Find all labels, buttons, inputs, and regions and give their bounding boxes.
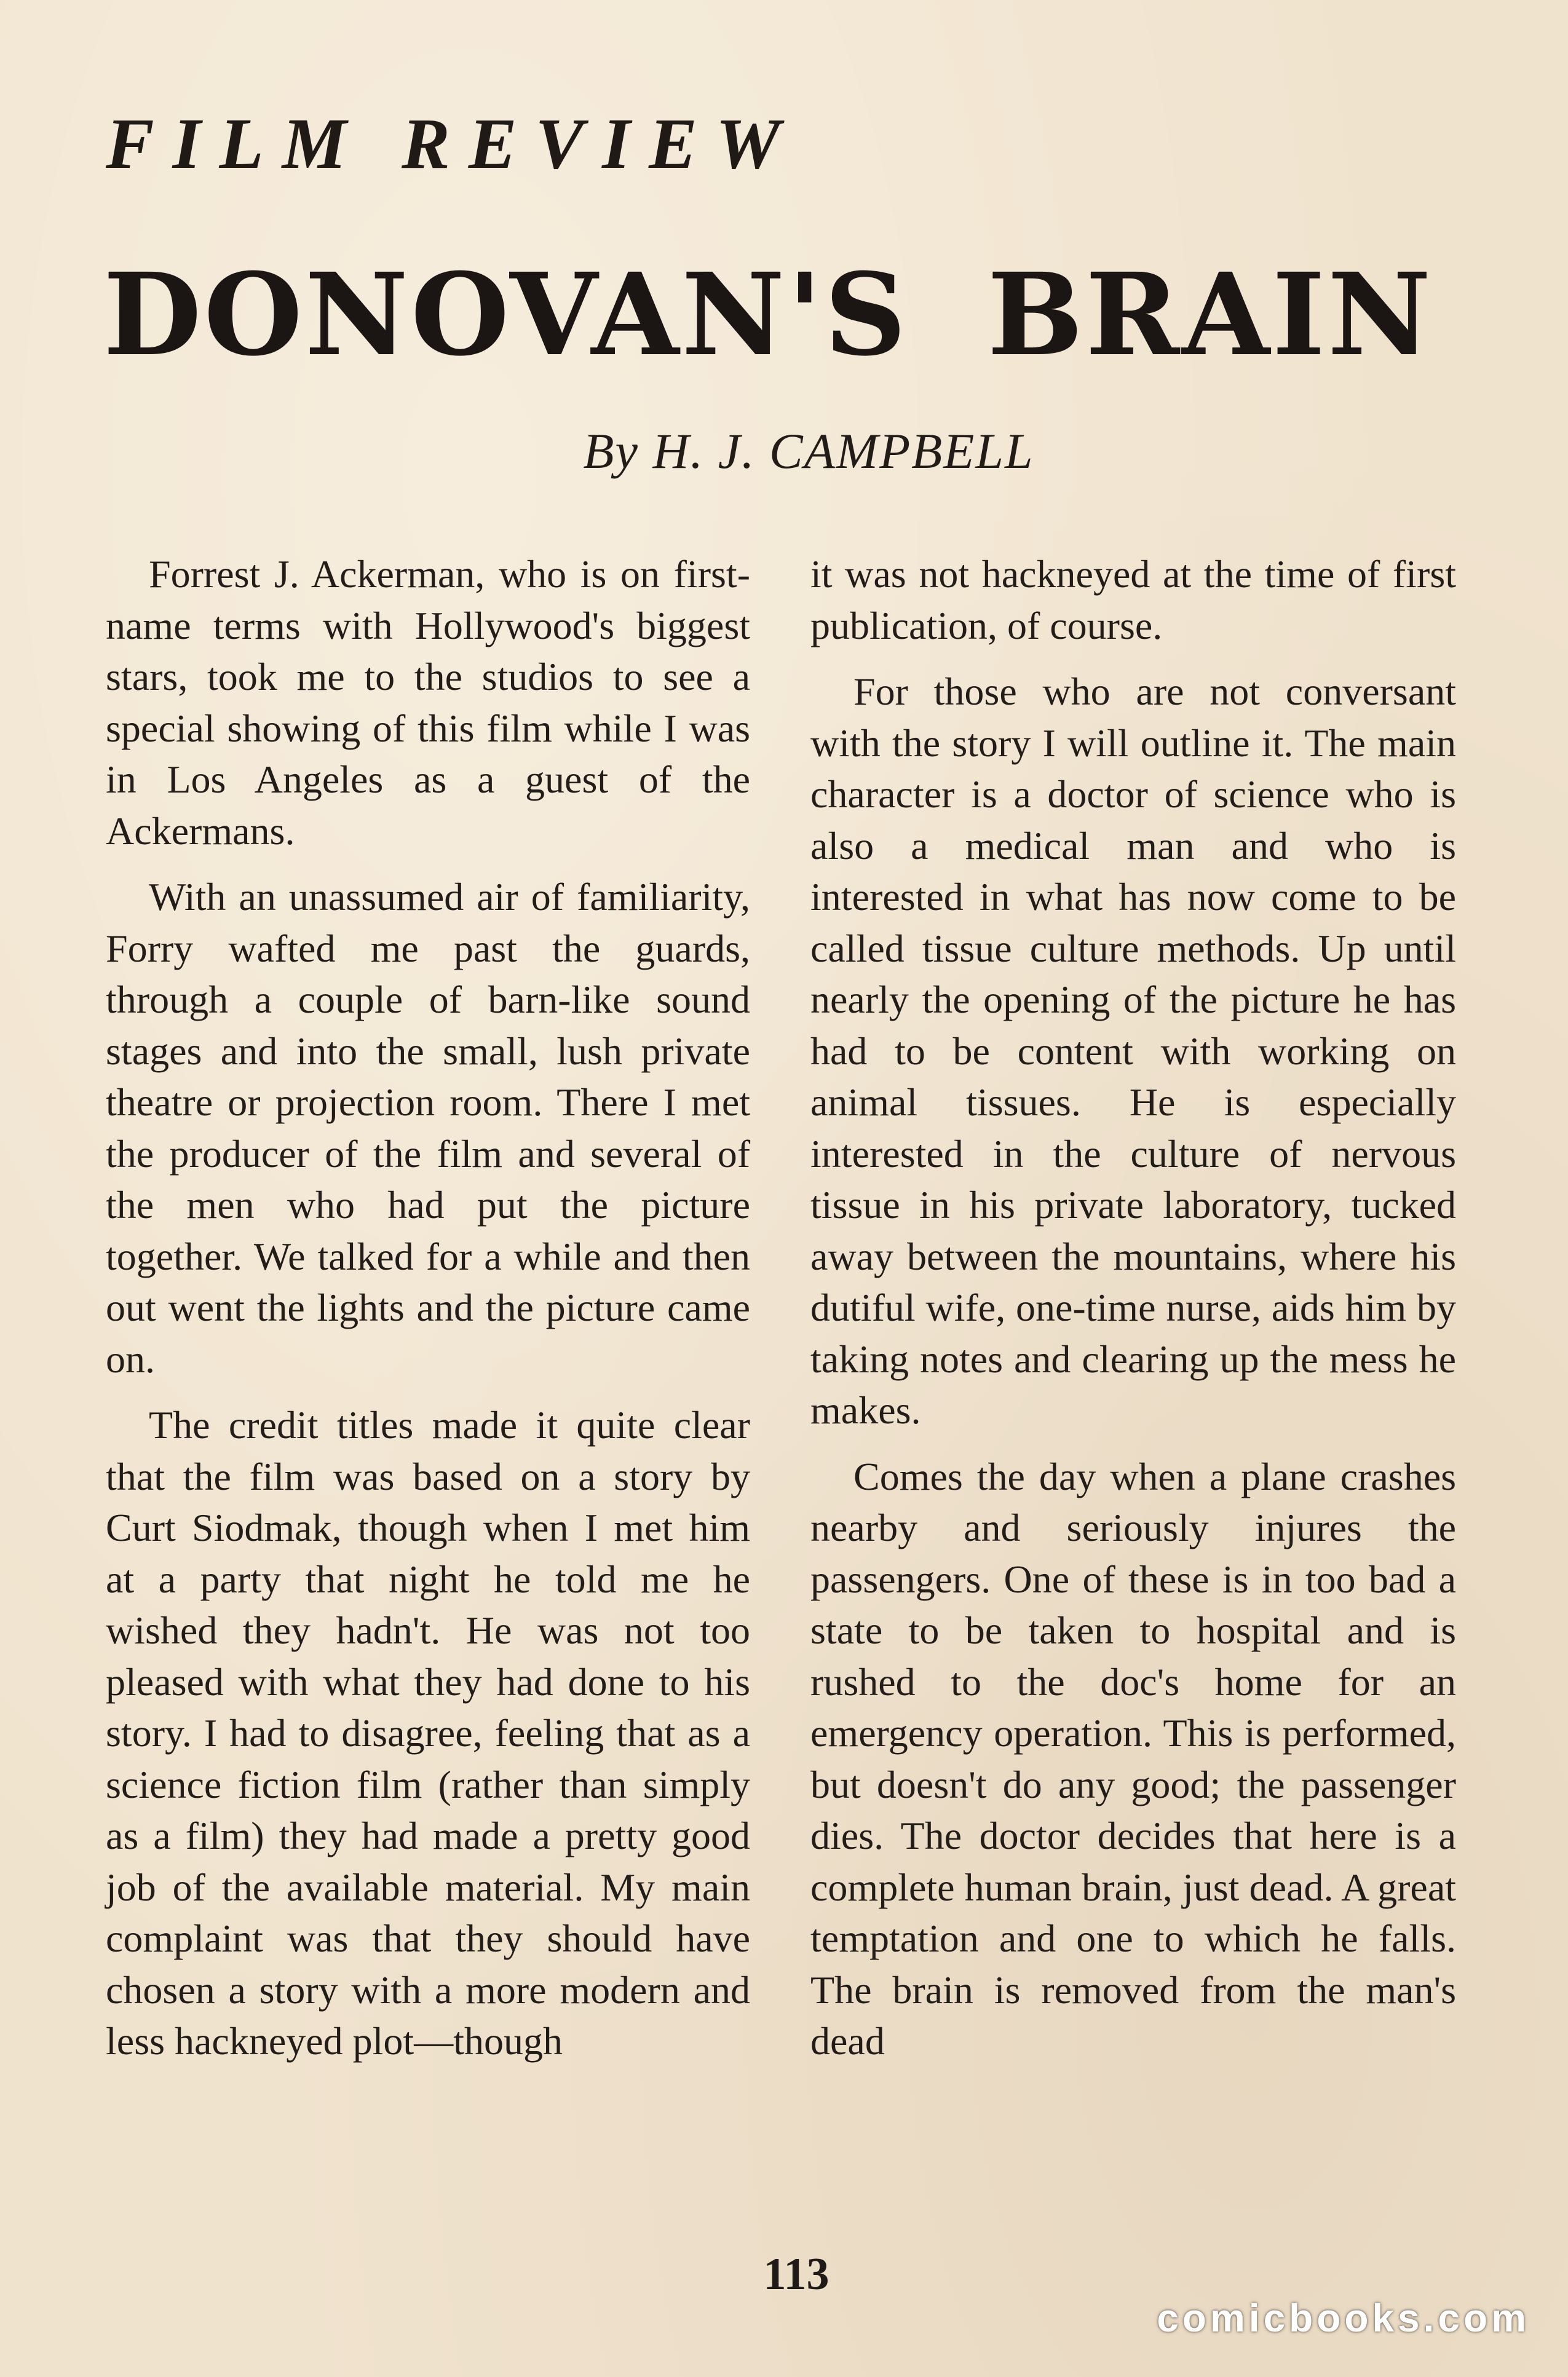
left-column — [106, 548, 750, 2067]
page-number: 113 — [763, 2249, 830, 2300]
paragraph: Forrest J. Ackerman, who is on first-name terms with Hollywood's biggest stars, took me to the studios to see a special showing of this film while I was in Los Angeles as a guest of the Ackermans. — [106, 552, 750, 853]
byline: By H. J. CAMPBELL — [583, 423, 1034, 479]
site-watermark: comicbooks.com — [1157, 2296, 1530, 2340]
paragraph-continued: it was not hackneyed at the time of first publication, of course. — [810, 552, 1456, 647]
right-column — [810, 548, 1456, 2067]
article-title: DONOVAN'S BRAIN — [103, 248, 1434, 381]
paragraph: The credit titles made it quite clear that the film was based on a story by Curt Siodmak, though when I met him at a party that night he told me he wished they hadn't. He was not too pleased with what they had done to his story. I had to disagree, feeling that as a science fiction film (rather than simply as a film) they had made a pretty good job of the available material. My main complaint was that they should have chosen a story with a more modern and less hackneyed plot—though — [106, 1403, 750, 2063]
section-kicker: FILM REVIEW — [106, 103, 799, 184]
paragraph: Comes the day when a plane crashes nearby and seriously injures the passengers. One of these is in too bad a state to be taken to hospital and is rushed to the doc's home for an emergency operation. This is performed, but doesn't do any good; the passenger dies. The doctor decides that here is a complete human brain, just dead. A great temptation and one to which he falls. The brain is removed from the man's dead — [810, 1454, 1456, 2063]
paragraph: With an unassumed air of familiarity, Forry wafted me past the guards, through a couple of barn-like sound stages and into the small, lush private theatre or projection room. There I met the producer of the film and several of the men who had put the picture together. We talked for a while and then out went the lights and the picture came on. — [106, 875, 750, 1381]
paragraph: For those who are not conversant with the story I will outline it. The main character is a doctor of science who is also a medical man and who is interested in what has now come to be called tissue culture methods. Up until nearly the opening of the picture he has had to be content with working on animal tissues. He is especially interested in the culture of nervous tissue in his private laboratory, tucked away between the mountains, where his dutiful wife, one-time nurse, aids him by taking notes and clearing up the mess he makes. — [810, 670, 1456, 1432]
